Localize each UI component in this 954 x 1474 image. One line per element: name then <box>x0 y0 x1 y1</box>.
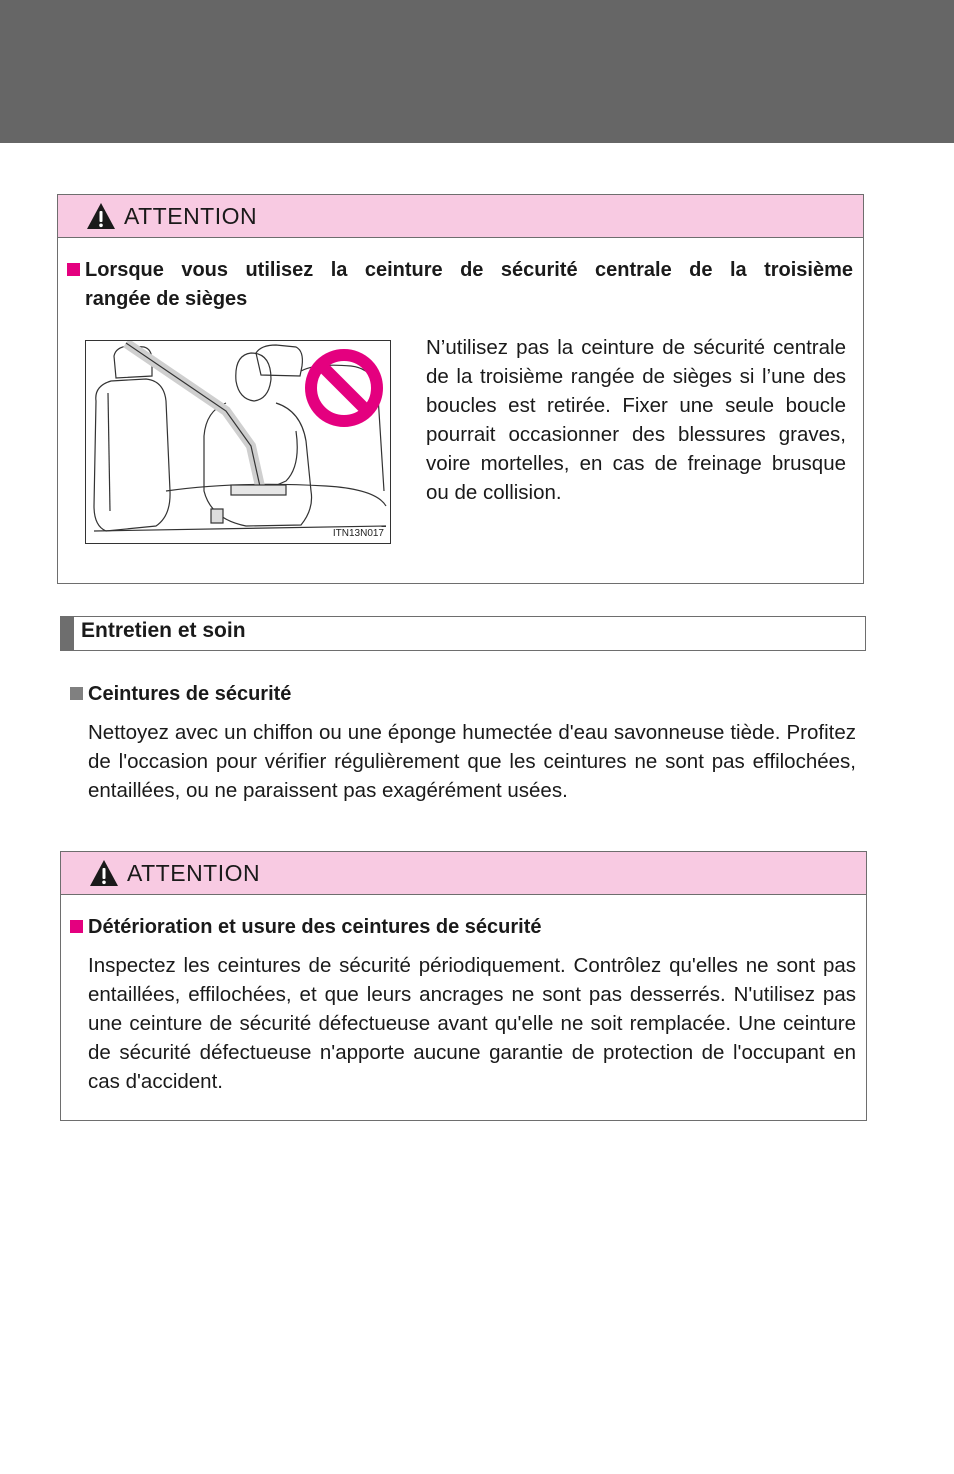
attention-title: ATTENTION <box>124 202 258 229</box>
attention-header <box>58 195 863 238</box>
subsection-heading: Ceintures de sécurité <box>88 683 292 705</box>
attention-title: ATTENTION <box>127 859 261 886</box>
warning-triangle-icon <box>86 202 116 230</box>
figure-code: ITN13N017 <box>329 528 384 539</box>
section-title: Entretien et soin <box>81 619 246 642</box>
bullet-square <box>70 920 83 933</box>
warning-triangle-icon <box>89 859 119 887</box>
attention-header <box>61 852 866 895</box>
seatbelt-illustration <box>85 340 391 544</box>
attention-paragraph: Inspectez les ceintures de sécurité périodiquement. Contrôlez qu'elles ne sont pas entaillées, effilochées, et que leurs ancrages ne sont pas desserrés. N'utilisez pas une ceinture de sécurité défectueuse avant qu'elle ne soit remplacée. Une ceinture de sécurité défectueuse n'apporte aucune garantie de protection de l'occupant en cas d'accident. <box>88 954 856 1093</box>
page-header-band <box>0 0 954 143</box>
section-accent <box>61 617 74 650</box>
attention-heading-line2: rangée de sièges <box>85 288 248 310</box>
subsection-paragraph: Nettoyez avec un chiffon ou une éponge humectée d'eau savonneuse tiède. Profitez de l'occasion pour vérifier régulièrement que les ceintures ne sont pas effilochées, entaillées, ou ne paraissent pas exagérément usées. <box>88 721 856 802</box>
attention-heading: Détérioration et usure des ceintures de sécurité <box>88 916 542 938</box>
bullet-square <box>67 263 80 276</box>
attention-paragraph: N’utilisez pas la ceinture de sécurité centrale de la troisième rangée de sièges si l’une des boucles est retirée. Fixer une seule boucle pourrait occasionner des blessures graves, voire mortelles, en cas de freinage brusque ou de collision. <box>426 336 846 504</box>
bullet-square <box>70 687 83 700</box>
section-heading-bar <box>60 616 866 651</box>
seat-occupant-drawing <box>86 341 391 544</box>
attention-heading-line1: Lorsque vous utilisez la ceinture de sécurité centrale de la troisième <box>85 259 853 281</box>
